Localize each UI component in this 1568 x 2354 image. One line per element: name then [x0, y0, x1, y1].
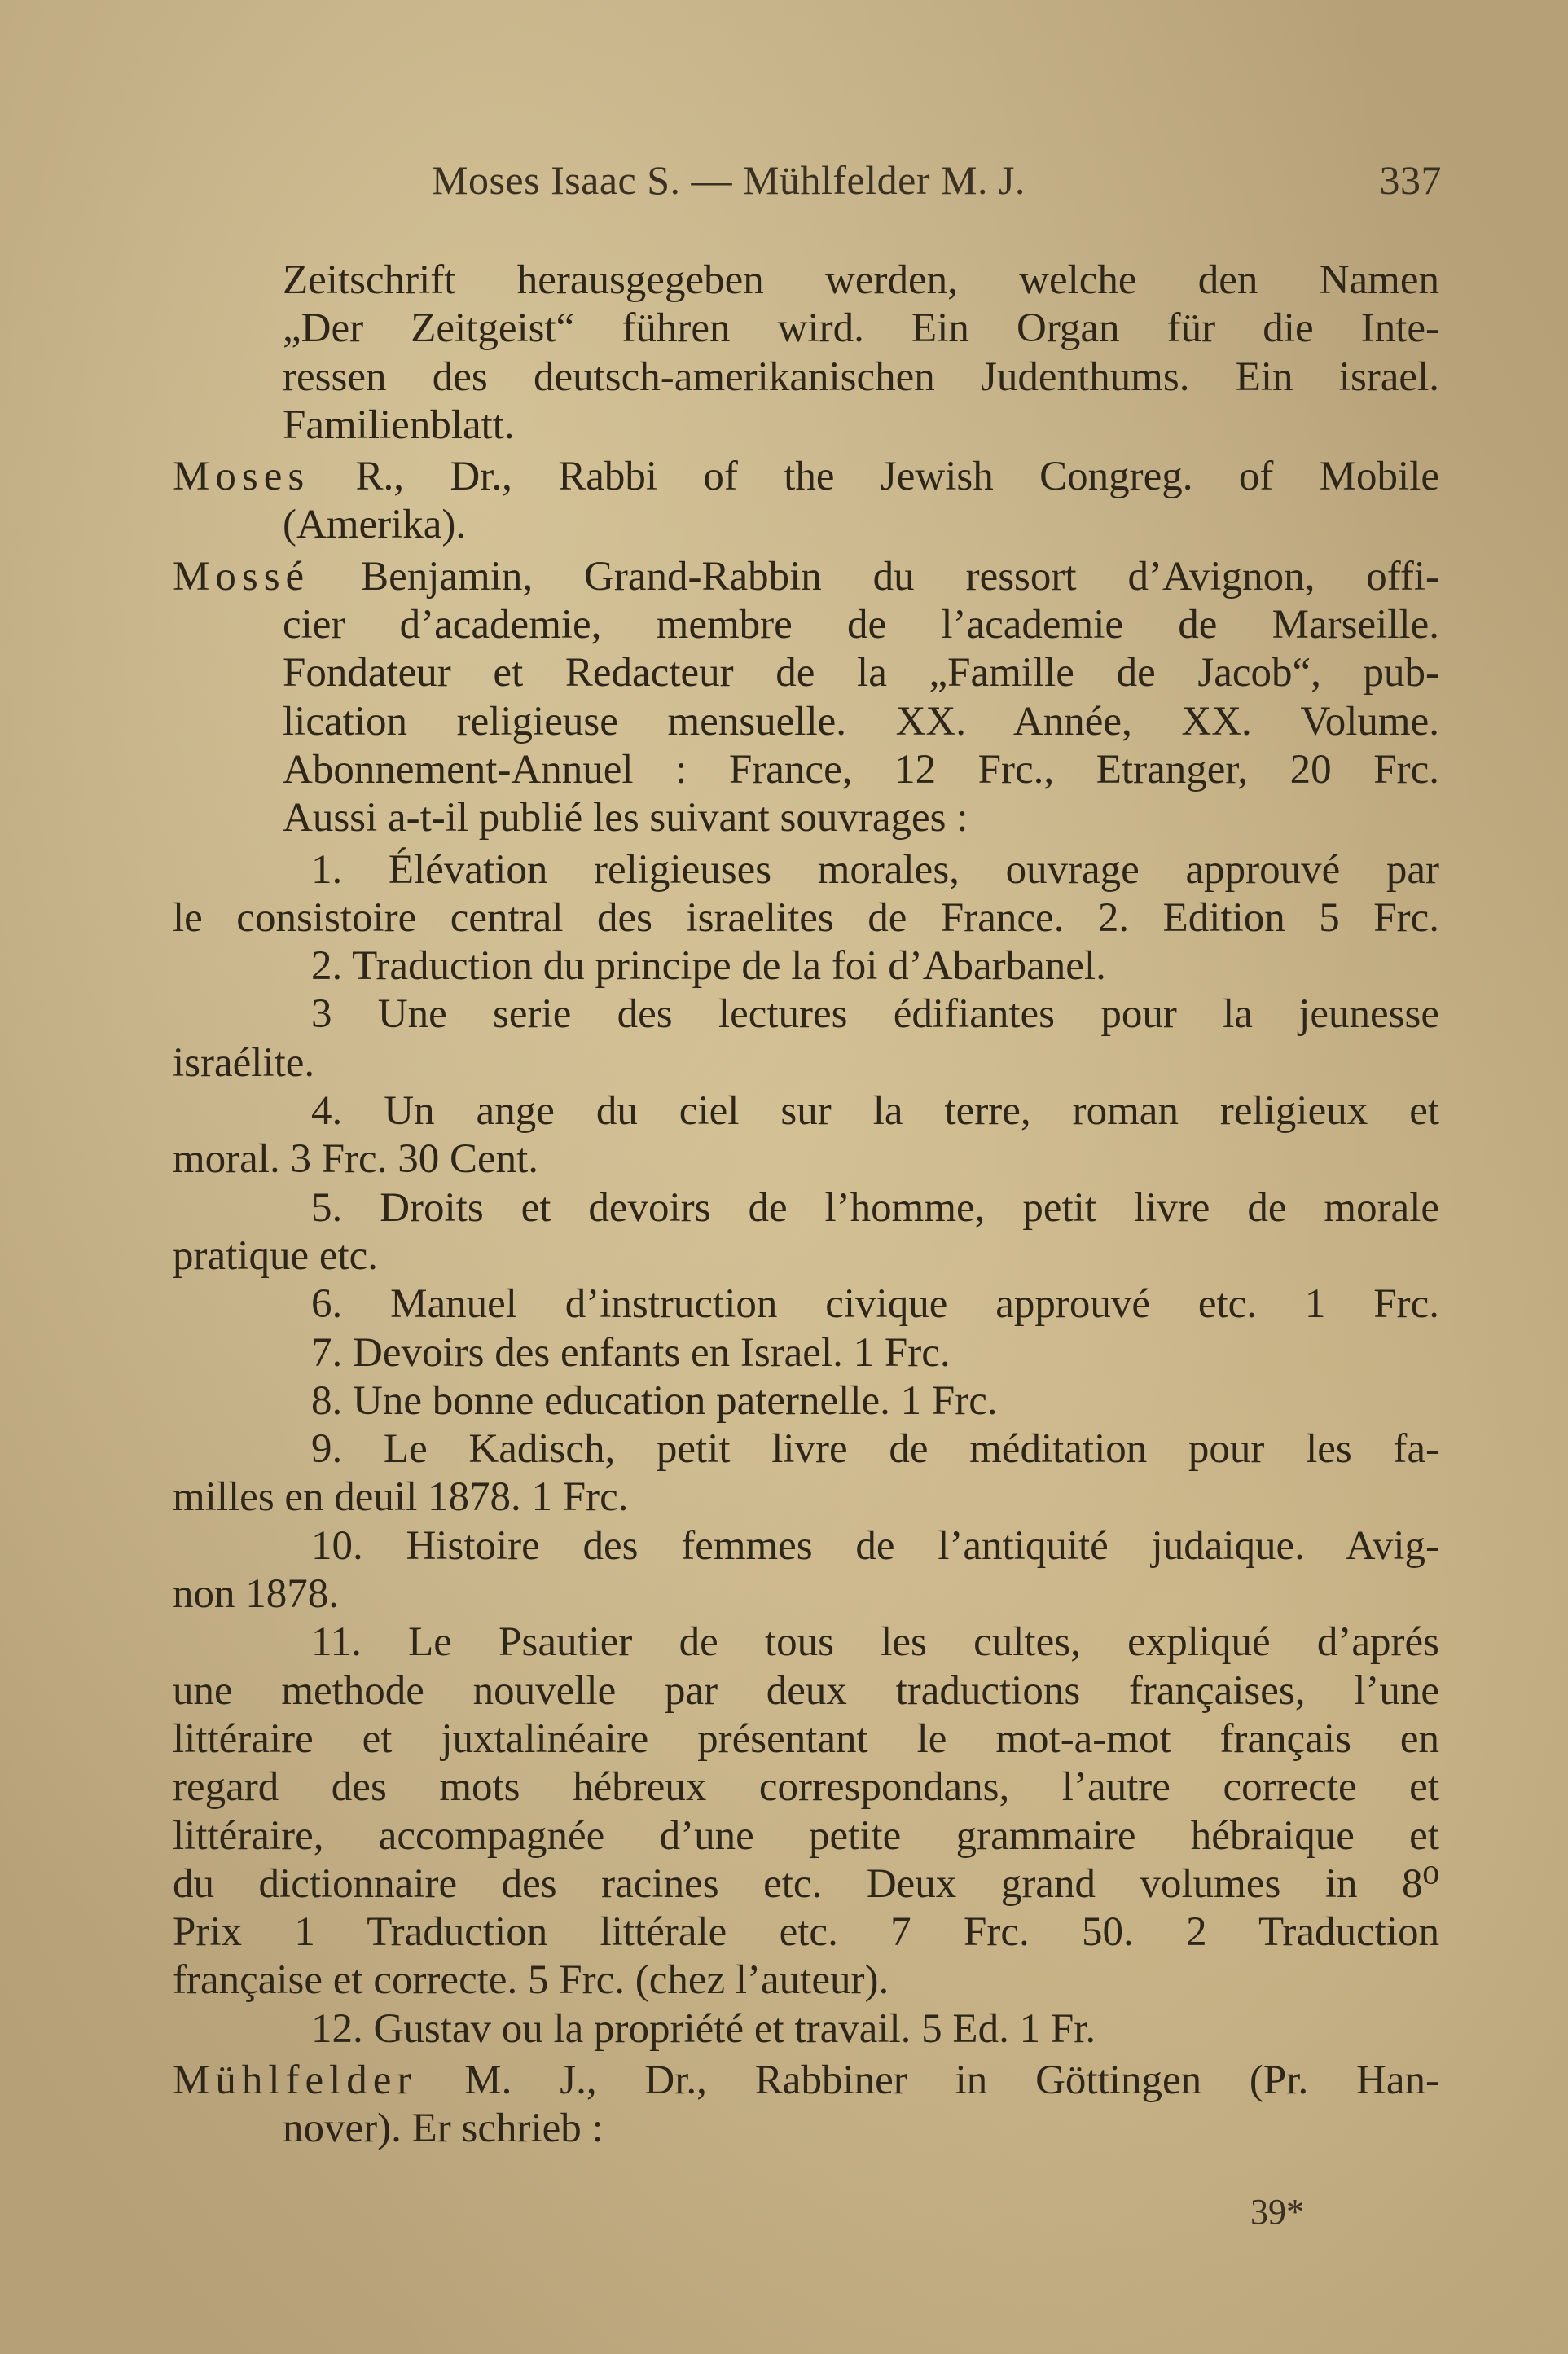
page-number: 337 — [1379, 157, 1442, 203]
entry-text: R., Dr., Rabbi of the Jewish Congreg. of Mobile — [310, 454, 1439, 500]
work-item-cont: non 1878. — [173, 1571, 339, 1618]
work-item-cont: moral. 3 Frc. 30 Cent. — [173, 1136, 539, 1183]
entry-text: M. J., Dr., Rabbiner in Göttingen (Pr. Han- — [416, 2057, 1439, 2103]
entry-muehlfelder — [173, 2057, 1439, 2105]
work-item-cont: le consistoire central des israelites de France. 2. Edition 5 Frc. — [173, 894, 1439, 941]
work-item: 3 Une serie des lectures édifiantes pour la jeunesse — [311, 991, 1439, 1038]
work-item: 1. Élévation religieuses morales, ouvrage approuvé par — [311, 846, 1439, 893]
work-item-cont: israélite. — [173, 1039, 315, 1086]
header-title: Moses Isaac S. — Mühlfelder M. J. — [432, 157, 1026, 203]
work-item: 4. Un ange du ciel sur la terre, roman religieux et — [311, 1088, 1439, 1135]
work-item: 7. Devoirs des enfants en Israel. 1 Frc. — [311, 1329, 951, 1376]
text-line: „Der Zeitgeist“ führen wird. Ein Organ für die Inte- — [283, 305, 1439, 352]
signature-mark: 39* — [1250, 2192, 1304, 2232]
text-line: ressen des deutsch-amerikanischen Judenthums. Ein israel. — [283, 354, 1439, 400]
work-item-cont: littéraire et juxtalinéaire présentant le mot-a-mot français en — [173, 1715, 1439, 1762]
work-item: 12. Gustav ou la propriété et travail. 5 Ed. 1 Fr. — [311, 2005, 1096, 2052]
text-line: Fondateur et Redacteur de la „Famille de Jacob“, pub- — [283, 650, 1439, 696]
work-item: 9. Le Kadisch, petit livre de méditation pour les fa- — [311, 1426, 1439, 1473]
text-line: Zeitschrift herausgegeben werden, welche den Namen — [283, 257, 1439, 303]
text-line: cier d’academie, membre de l’academie de Marseille. — [283, 602, 1439, 648]
entry-mosse — [173, 553, 1439, 601]
text-line: Abonnement-Annuel : France, 12 Frc., Etranger, 20 Frc. — [283, 746, 1439, 793]
text-line: Familienblatt. — [283, 402, 515, 448]
running-header — [432, 156, 1442, 213]
work-item-cont: littéraire, accompagnée d’une petite grammaire hébraique et — [173, 1812, 1439, 1859]
entry-moses-r — [173, 453, 1439, 501]
work-item-cont: pratique etc. — [173, 1232, 379, 1279]
work-item-cont: française et correcte. 5 Frc. (chez l’auteur). — [173, 1957, 889, 2004]
work-item-cont: une methode nouvelle par deux traductions françaises, l’une — [173, 1667, 1439, 1714]
work-item: 2. Traduction du principe de la foi d’Abarbanel. — [311, 943, 1106, 990]
body-text — [173, 257, 1439, 2154]
work-item-cont: Prix 1 Traduction littérale etc. 7 Frc. 50. 2 Traduction — [173, 1909, 1439, 1956]
text-line: lication religieuse mensuelle. XX. Année, XX. Volume. — [283, 698, 1439, 744]
work-item-cont: milles en deuil 1878. 1 Frc. — [173, 1474, 629, 1521]
entry-name: Moses — [173, 454, 310, 500]
work-item-cont: regard des mots hébreux correspondans, l’autre correcte et — [173, 1764, 1439, 1811]
entry-name: Mossé — [173, 553, 310, 599]
text-line: nover). Er schrieb : — [283, 2106, 604, 2152]
text-line: Aussi a-t-il publié les suivant souvrages : — [283, 795, 968, 841]
work-item: 11. Le Psautier de tous les cultes, expliqué d’aprés — [311, 1619, 1439, 1666]
entry-text: Benjamin, Grand-Rabbin du ressort d’Avignon, offi- — [310, 553, 1439, 599]
work-item: 5. Droits et devoirs de l’homme, petit livre de morale — [311, 1184, 1439, 1231]
work-item: 10. Histoire des femmes de l’antiquité judaique. Avig- — [311, 1522, 1439, 1569]
text-line: (Amerika). — [283, 502, 467, 548]
work-item-cont: du dictionnaire des racines etc. Deux grand volumes in 8⁰ — [173, 1860, 1439, 1907]
work-item: 8. Une bonne education paternelle. 1 Frc. — [311, 1377, 998, 1424]
work-item: 6. Manuel d’instruction civique approuvé etc. 1 Frc. — [311, 1281, 1439, 1328]
entry-name: Mühlfelder — [173, 2057, 417, 2103]
